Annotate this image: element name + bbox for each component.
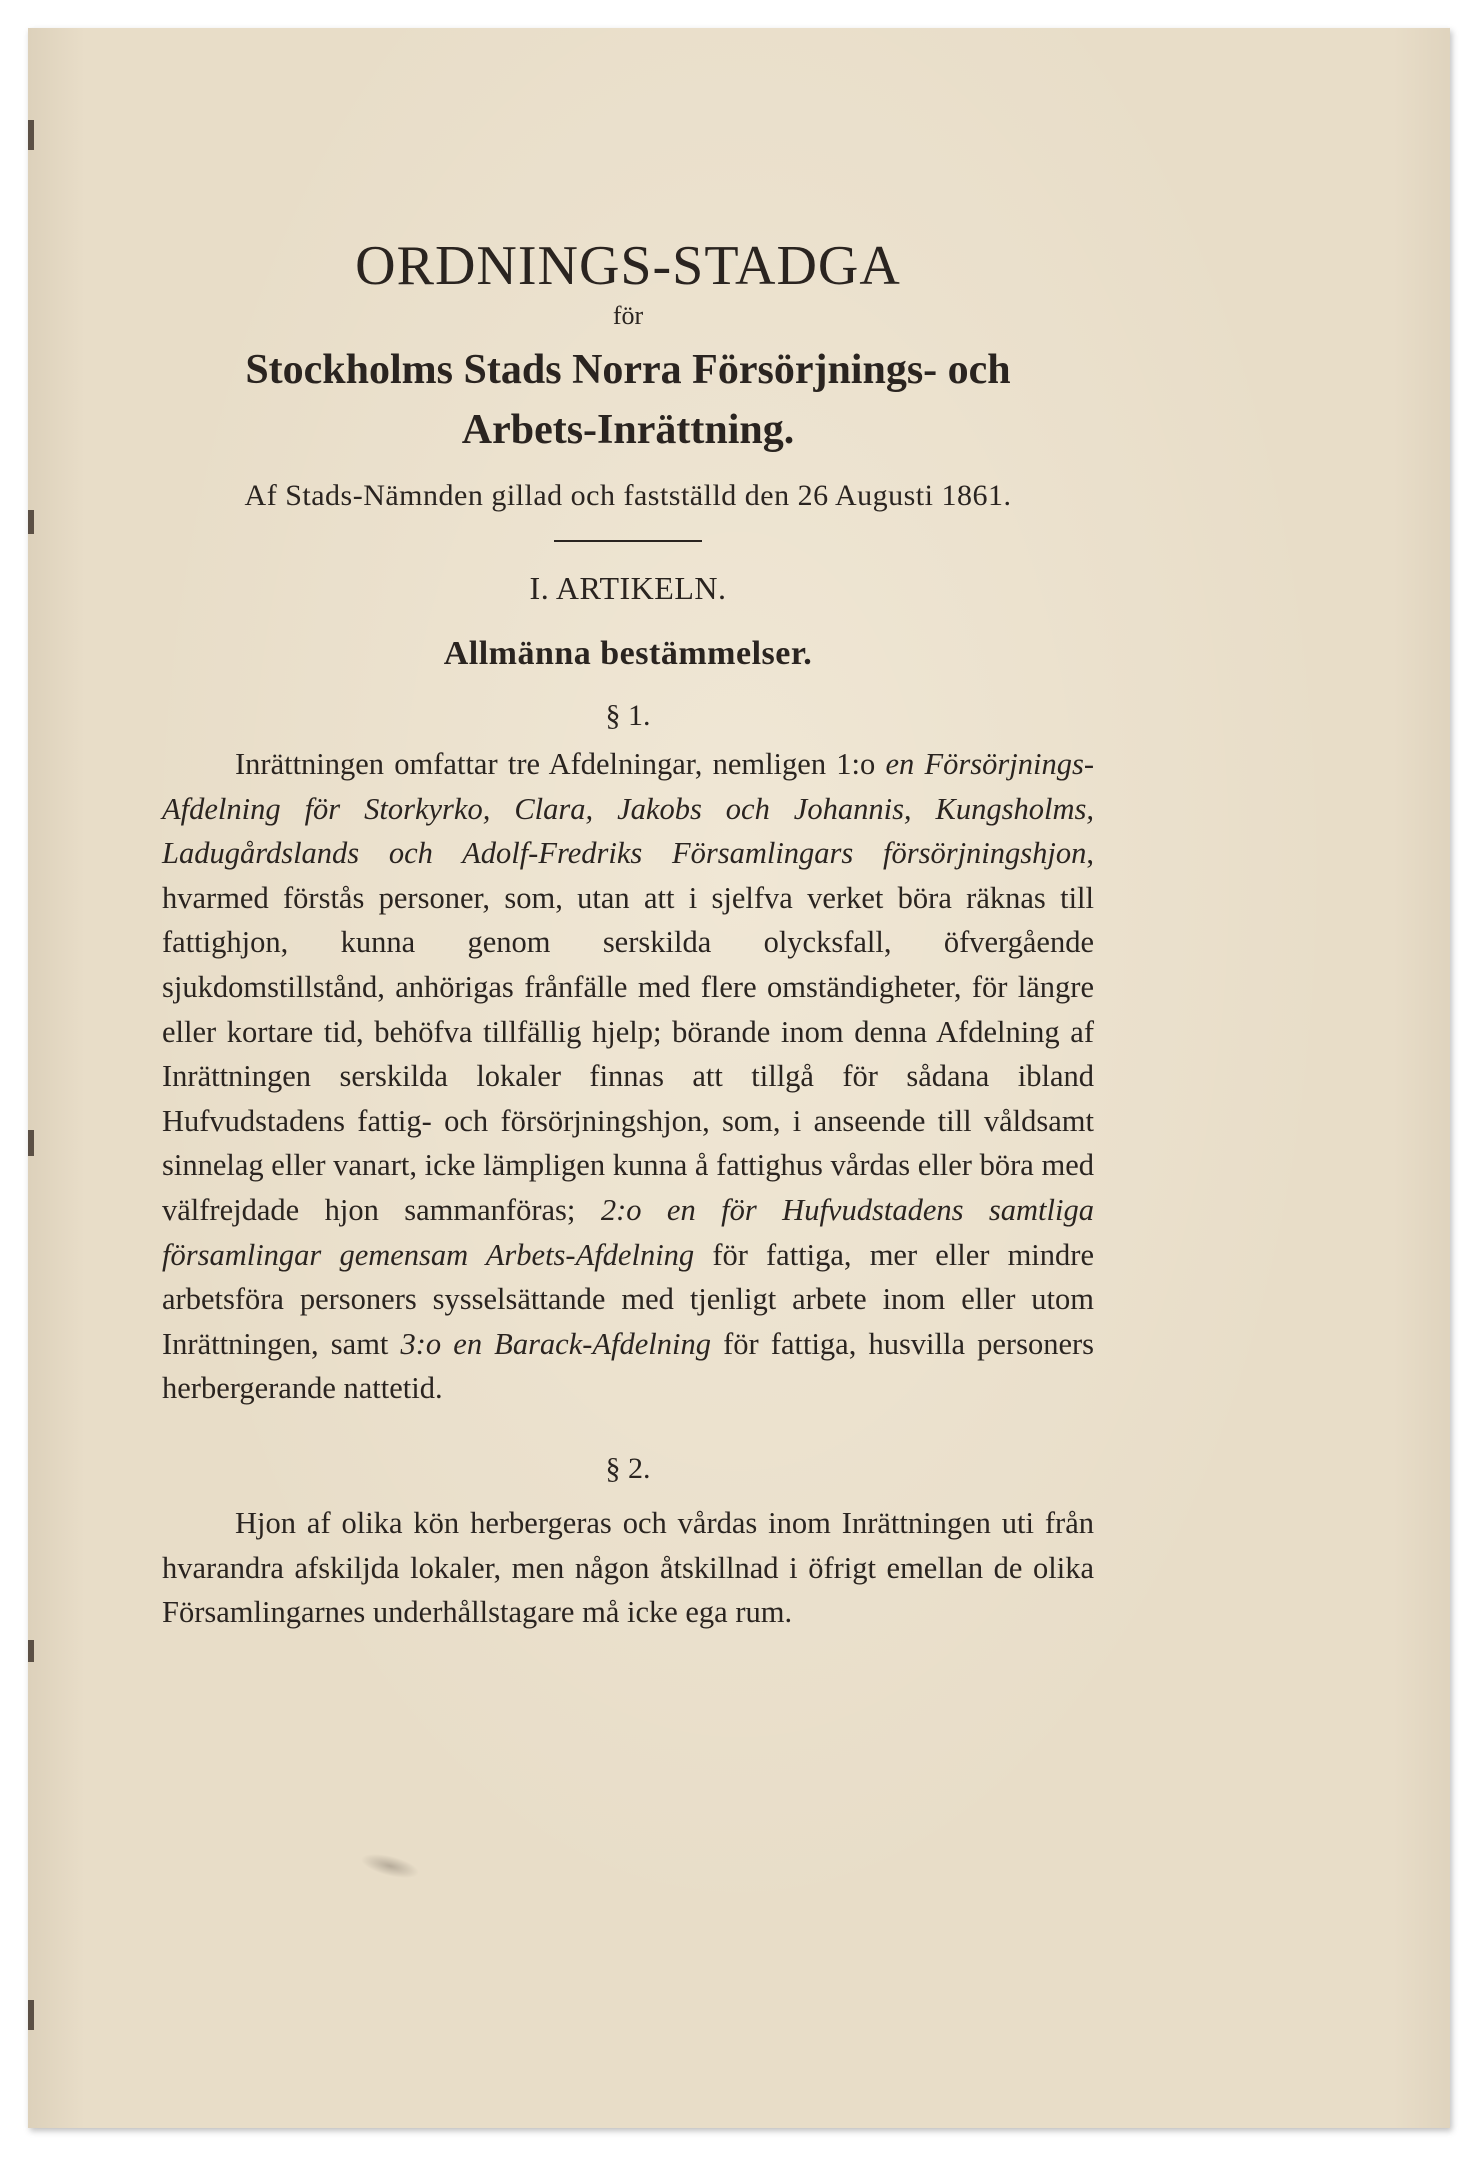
paragraph-text: för fattiga, mer eller mindre arbetsföra personers sysselsättande med tjenligt arbete inom eller utom Inrättningen, samt — [162, 1237, 1094, 1361]
document-title: ORDNINGS-STADGA — [355, 235, 901, 297]
italic-text: en Försörjnings-Afdelning för Storkyrko, Clara, Jakobs och Johannis, Kungsholms, Ladugårdslands och Adolf-Fredriks Församlingars försörjningshjon — [162, 747, 1095, 871]
binding-mark — [28, 510, 34, 534]
paragraph-text: för fattiga, husvilla personers herbergerande nattetid. — [162, 1326, 1095, 1406]
section-mark-2: § 2. — [605, 1451, 651, 1485]
paragraph-text: Inrättningen omfattar tre Afdelningar, nemligen 1:o — [235, 747, 886, 781]
subtitle-line-2: Arbets-Inrättning. — [461, 407, 795, 453]
binding-mark — [28, 2000, 34, 2030]
section-paragraph-1 — [162, 742, 1094, 1411]
for-word: för — [612, 301, 644, 330]
section-mark-1: § 1. — [605, 699, 651, 732]
divider-rule — [554, 540, 702, 542]
article-number: I. ARTIKELN. — [529, 570, 727, 606]
approval-line: Af Stads-Nämnden gillad och fastställd den 26 Augusti 1861. — [244, 479, 1012, 512]
italic-text: 3:o en Barack-Afdelning — [400, 1326, 712, 1361]
italic-text: 2:o en för Hufvudstadens samtliga församlingar gemensam Arbets-Afdelning — [162, 1192, 1094, 1272]
document-body — [162, 236, 1094, 1635]
paragraph-text: , hvarmed förstås personer, som, utan att i sjelfva verket böra räknas till fattighjon, kunna genom serskilda olycksfall, öfvergående sjukdomstillstånd, anhörigas frånfälle med flere omständigheter, för längre eller kortare tid, behöfva tillfällig hjelp; börande inom denna Afdelning af Inrättningen serskilda lokaler finnas att tillgå för sådana ibland Hufvudstadens fattig- och försörjningshjon, som, i anseende till våldsamt sinnelag eller vanart, icke lämpligen kunna å fattighus vårdas eller böra med välfrejdade hjon sammanföras; — [162, 836, 1094, 1227]
binding-mark — [28, 1640, 34, 1662]
subtitle-line-1: Stockholms Stads Norra Försörjnings- och — [245, 347, 1011, 393]
binding-mark — [28, 120, 34, 150]
section-paragraph-2: Hjon af olika kön herbergeras och vårdas inom Inrättningen uti från hvarandra afskiljda lokaler, men någon åtskillnad i öfrigt emellan de olika Församlingarnes underhållstagare må icke ega rum. — [162, 1505, 1094, 1630]
binding-mark — [28, 1130, 34, 1156]
article-heading: Allmänna bestämmelser. — [443, 635, 813, 672]
